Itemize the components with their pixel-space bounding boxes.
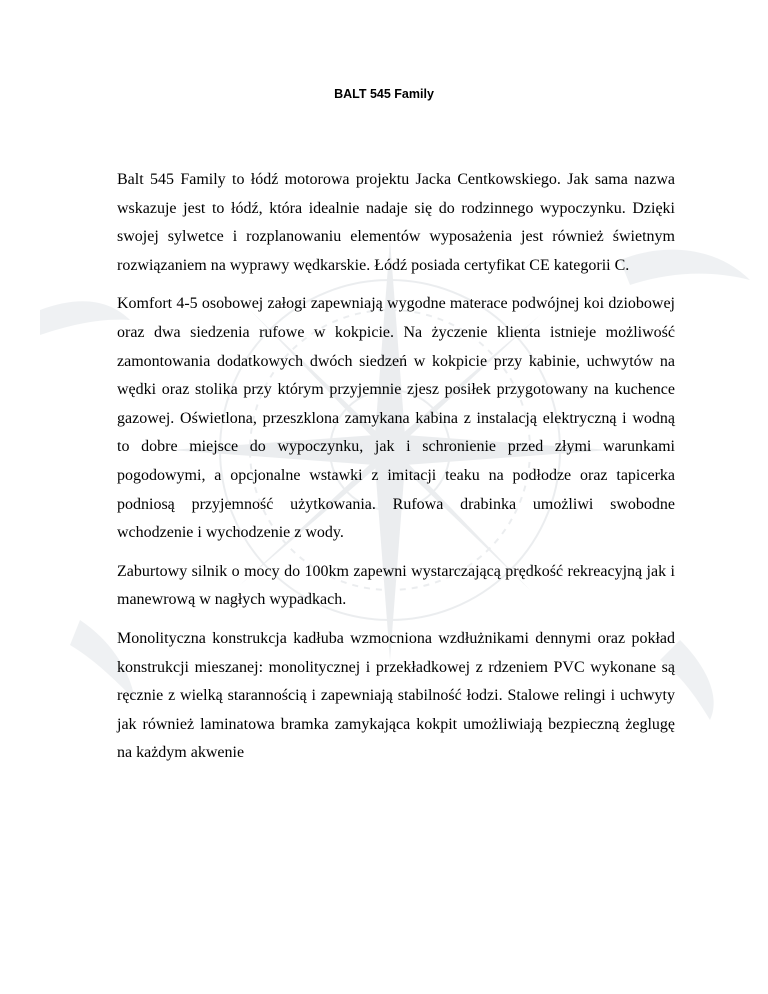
paragraph-comfort: Komfort 4-5 osobowej załogi zapewniają wygodne materace podwójnej koi dziobowej oraz dwa siedzenia rufowe w kokpicie. Na życzenie klienta istnieje możliwość zamontowania dodatkowych dwóch siedzeń w kokpicie przy kabinie, uchwytów na wędki oraz stolika przy którym przyjemnie zjesz posiłek przygotowany na kuchence gazowej. Oświetlona, przeszklona zamykana kabina z instalacją elektryczną i wodną to dobre miejsce do wypoczynku, jak i schronienie przed złymi warunkami pogodowymi, a opcjonalne wstawki z imitacji teaku na podłodze oraz tapicerka podniosą przyjemność użytkowania. Rufowa drabinka umożliwi swobodne wchodzenie i wychodzenie z wody. xyxy=(117,295,675,542)
paragraph-construction: Monolityczna konstrukcja kadłuba wzmocniona wzdłużnikami dennymi oraz pokład konstrukcji mieszanej: monolitycznej i przekładkowej z rdzeniem PVC wykonane są ręcznie z wielką starannością i zapewniają stabilność łodzi. Stalowe relingi i uchwyty jak również laminatowa bramka zamykająca kokpit umożliwiają bezpieczną żeglugę na każdym akwenie xyxy=(117,629,675,762)
paragraph-intro: Balt 545 Family to łódź motorowa projektu Jacka Centkowskiego. Jak sama nazwa wskazuje jest to łódź, która idealnie nadaje się do rodzinnego wypoczynku. Dzięki swojej sylwetce i rozplanowaniu elementów wyposażenia jest również świetnym rozwiązaniem na wyprawy wędkarskie. Łódź posiada certyfikat CE kategorii C. xyxy=(117,171,675,274)
paragraph-engine: Zaburtowy silnik o mocy do 100km zapewni wystarczającą prędkość rekreacyjną jak i manewrową w nagłych wypadkach. xyxy=(117,562,675,609)
document-body xyxy=(117,166,675,778)
document-title: BALT 545 Family xyxy=(334,87,434,101)
